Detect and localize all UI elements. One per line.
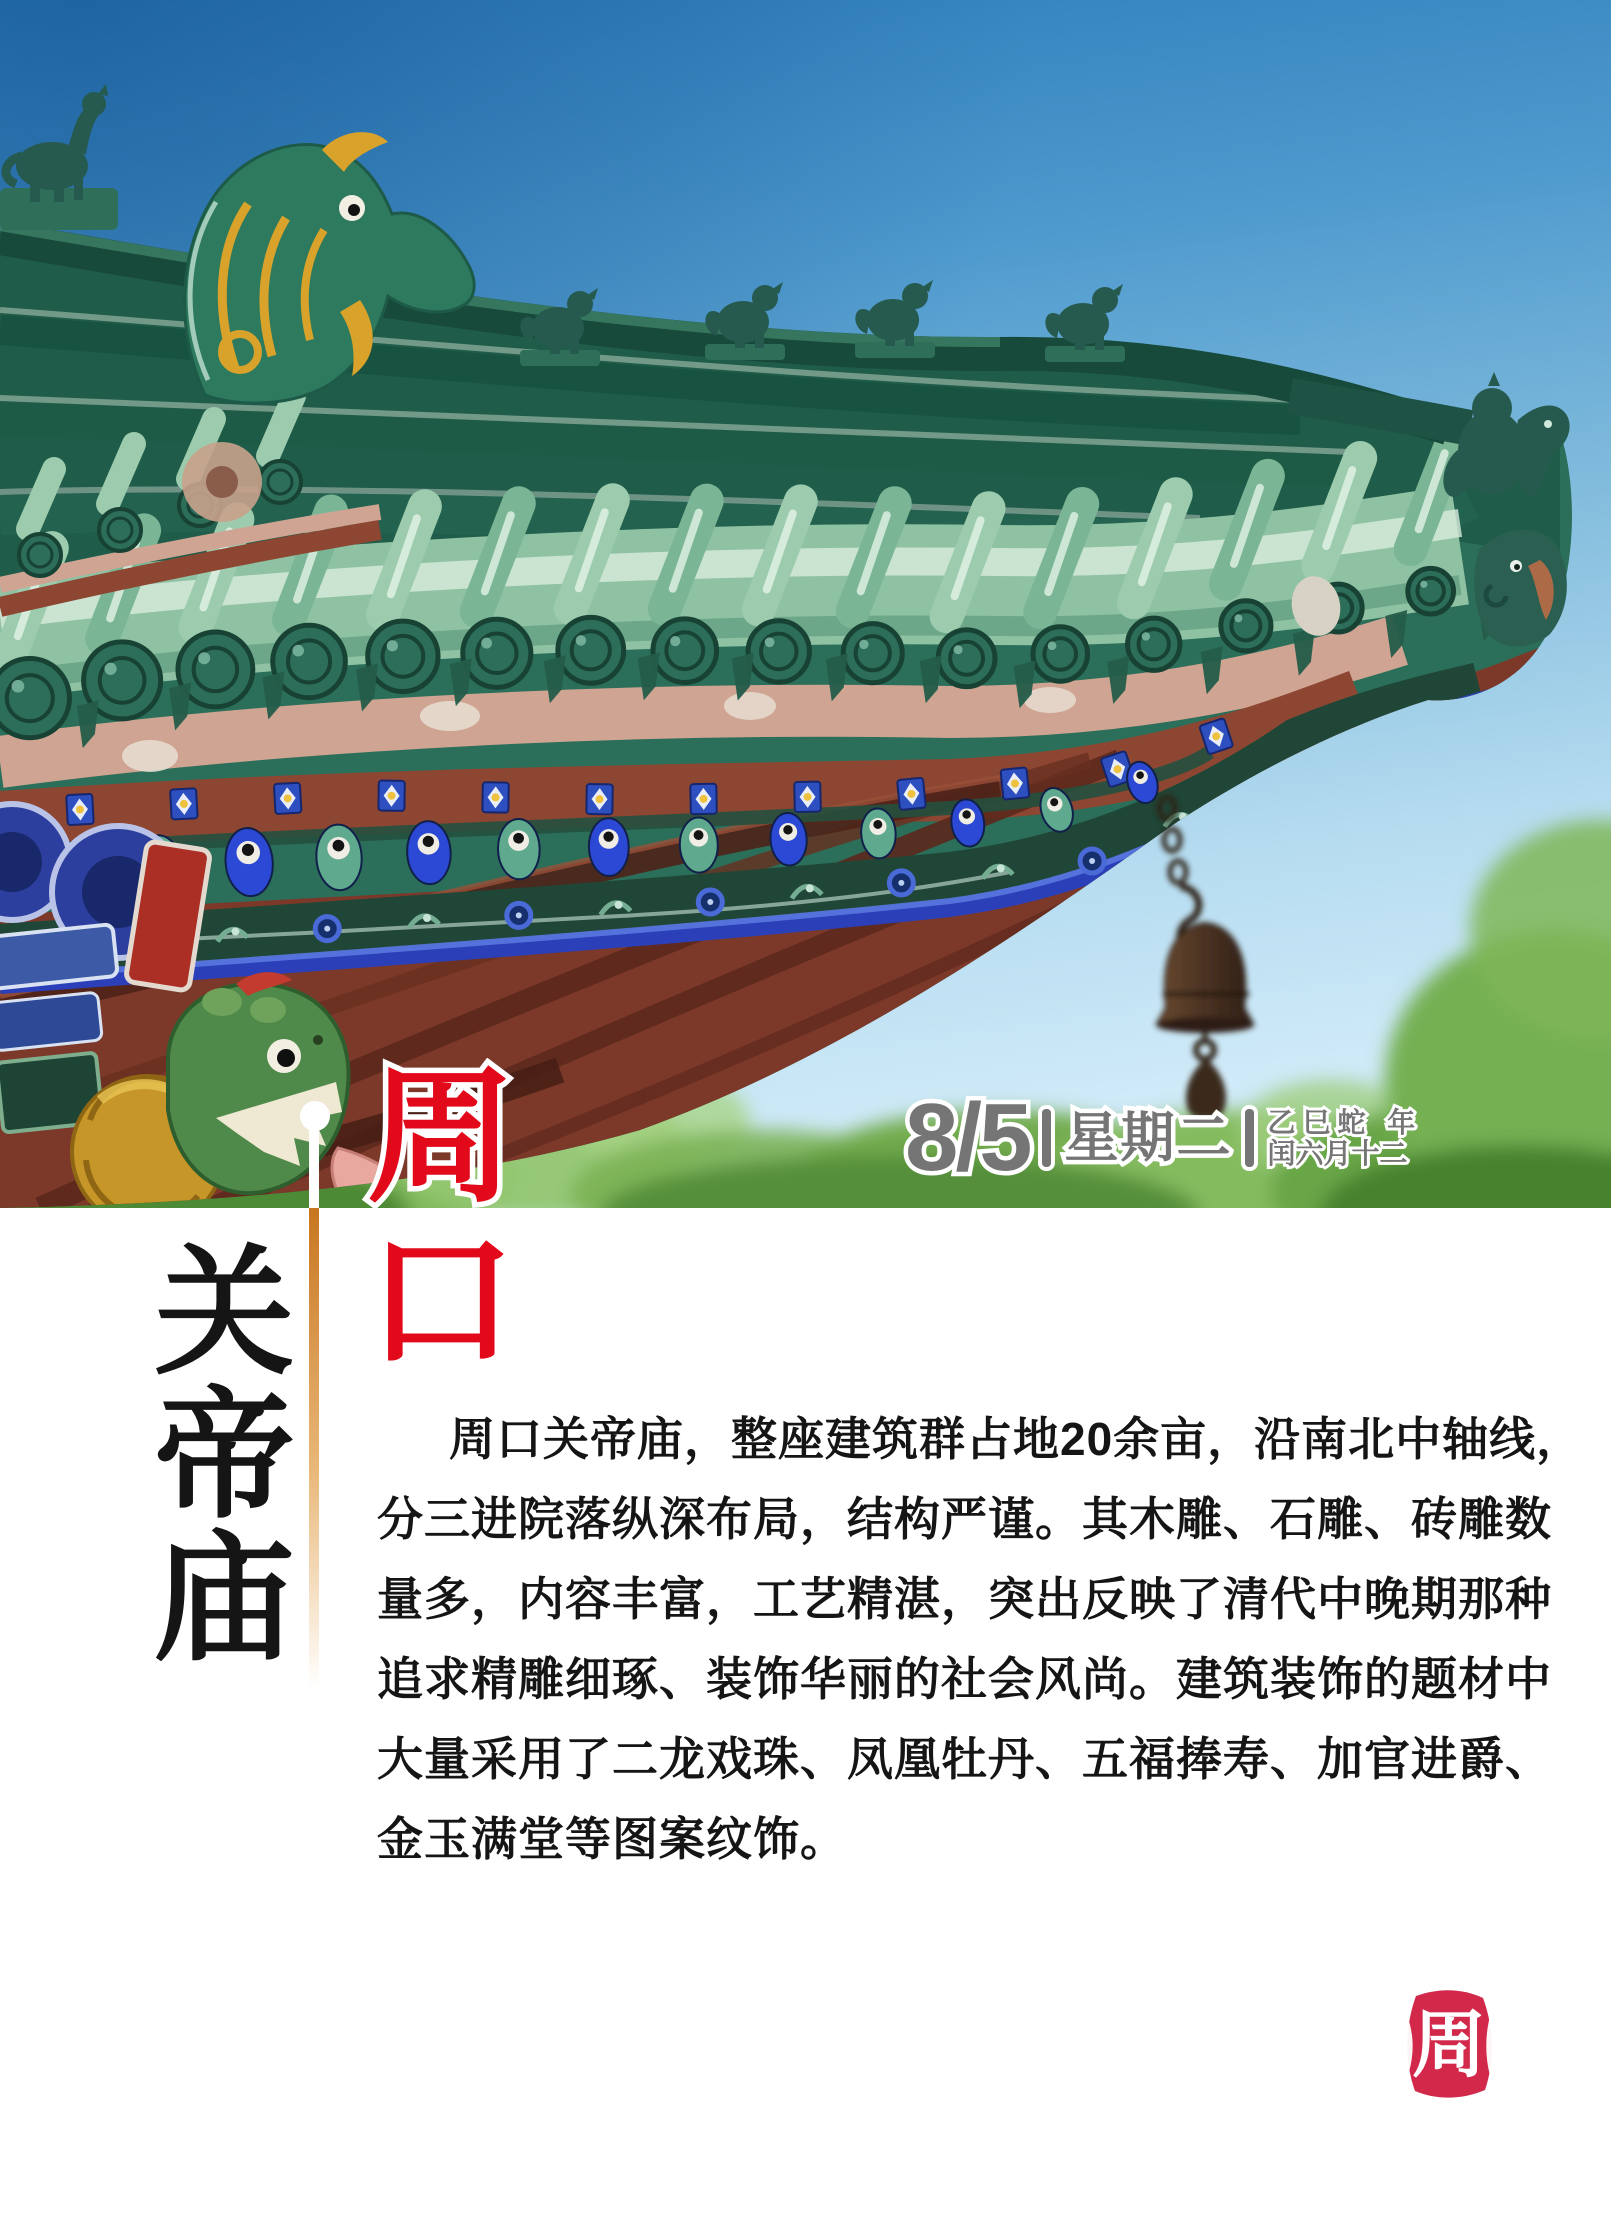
paragraph-line: 大量采用了二龙戏珠、凤凰牡丹、五福捧寿、加官进爵、	[377, 1733, 1552, 1785]
lunar-day: 闰六月十二 闰六月十二	[1267, 1138, 1422, 1169]
seal-character: 周	[1412, 2005, 1486, 2087]
date-overlay	[905, 1084, 1423, 1191]
paragraph-line: 量多，内容丰富，工艺精湛，突出反映了清代中晚期那种	[377, 1573, 1552, 1625]
marker-line-orange	[309, 1208, 319, 1688]
title-temple: 关帝庙	[134, 1238, 289, 1667]
paragraph-line: 追求精雕细琢、装饰华丽的社会风尚。建筑装饰的题材中	[377, 1653, 1552, 1705]
paragraph-line: 金玉满堂等图案纹饰。	[377, 1813, 847, 1865]
lunar-date	[1267, 1107, 1422, 1169]
date-day: 8/5 8/5	[905, 1090, 1029, 1186]
paragraph-line: 分三进院落纵深布局，结构严谨。其木雕、石雕、砖雕数	[377, 1493, 1552, 1545]
title-city: 周口 周口	[352, 1058, 502, 1386]
description-paragraph	[377, 1399, 1584, 1879]
marker-line-white	[309, 1124, 319, 1208]
lunar-year: 乙巳蛇 年 乙巳蛇 年	[1267, 1107, 1422, 1138]
date-separator-bar	[1042, 1109, 1051, 1167]
date-weekday: 星期二 星期二	[1064, 1111, 1232, 1165]
paragraph-line: 周口关帝庙，整座建筑群占地20余亩，沿南北中轴线，	[449, 1413, 1584, 1465]
seal-stamp	[1398, 1984, 1500, 2106]
date-separator-bar	[1245, 1109, 1254, 1167]
